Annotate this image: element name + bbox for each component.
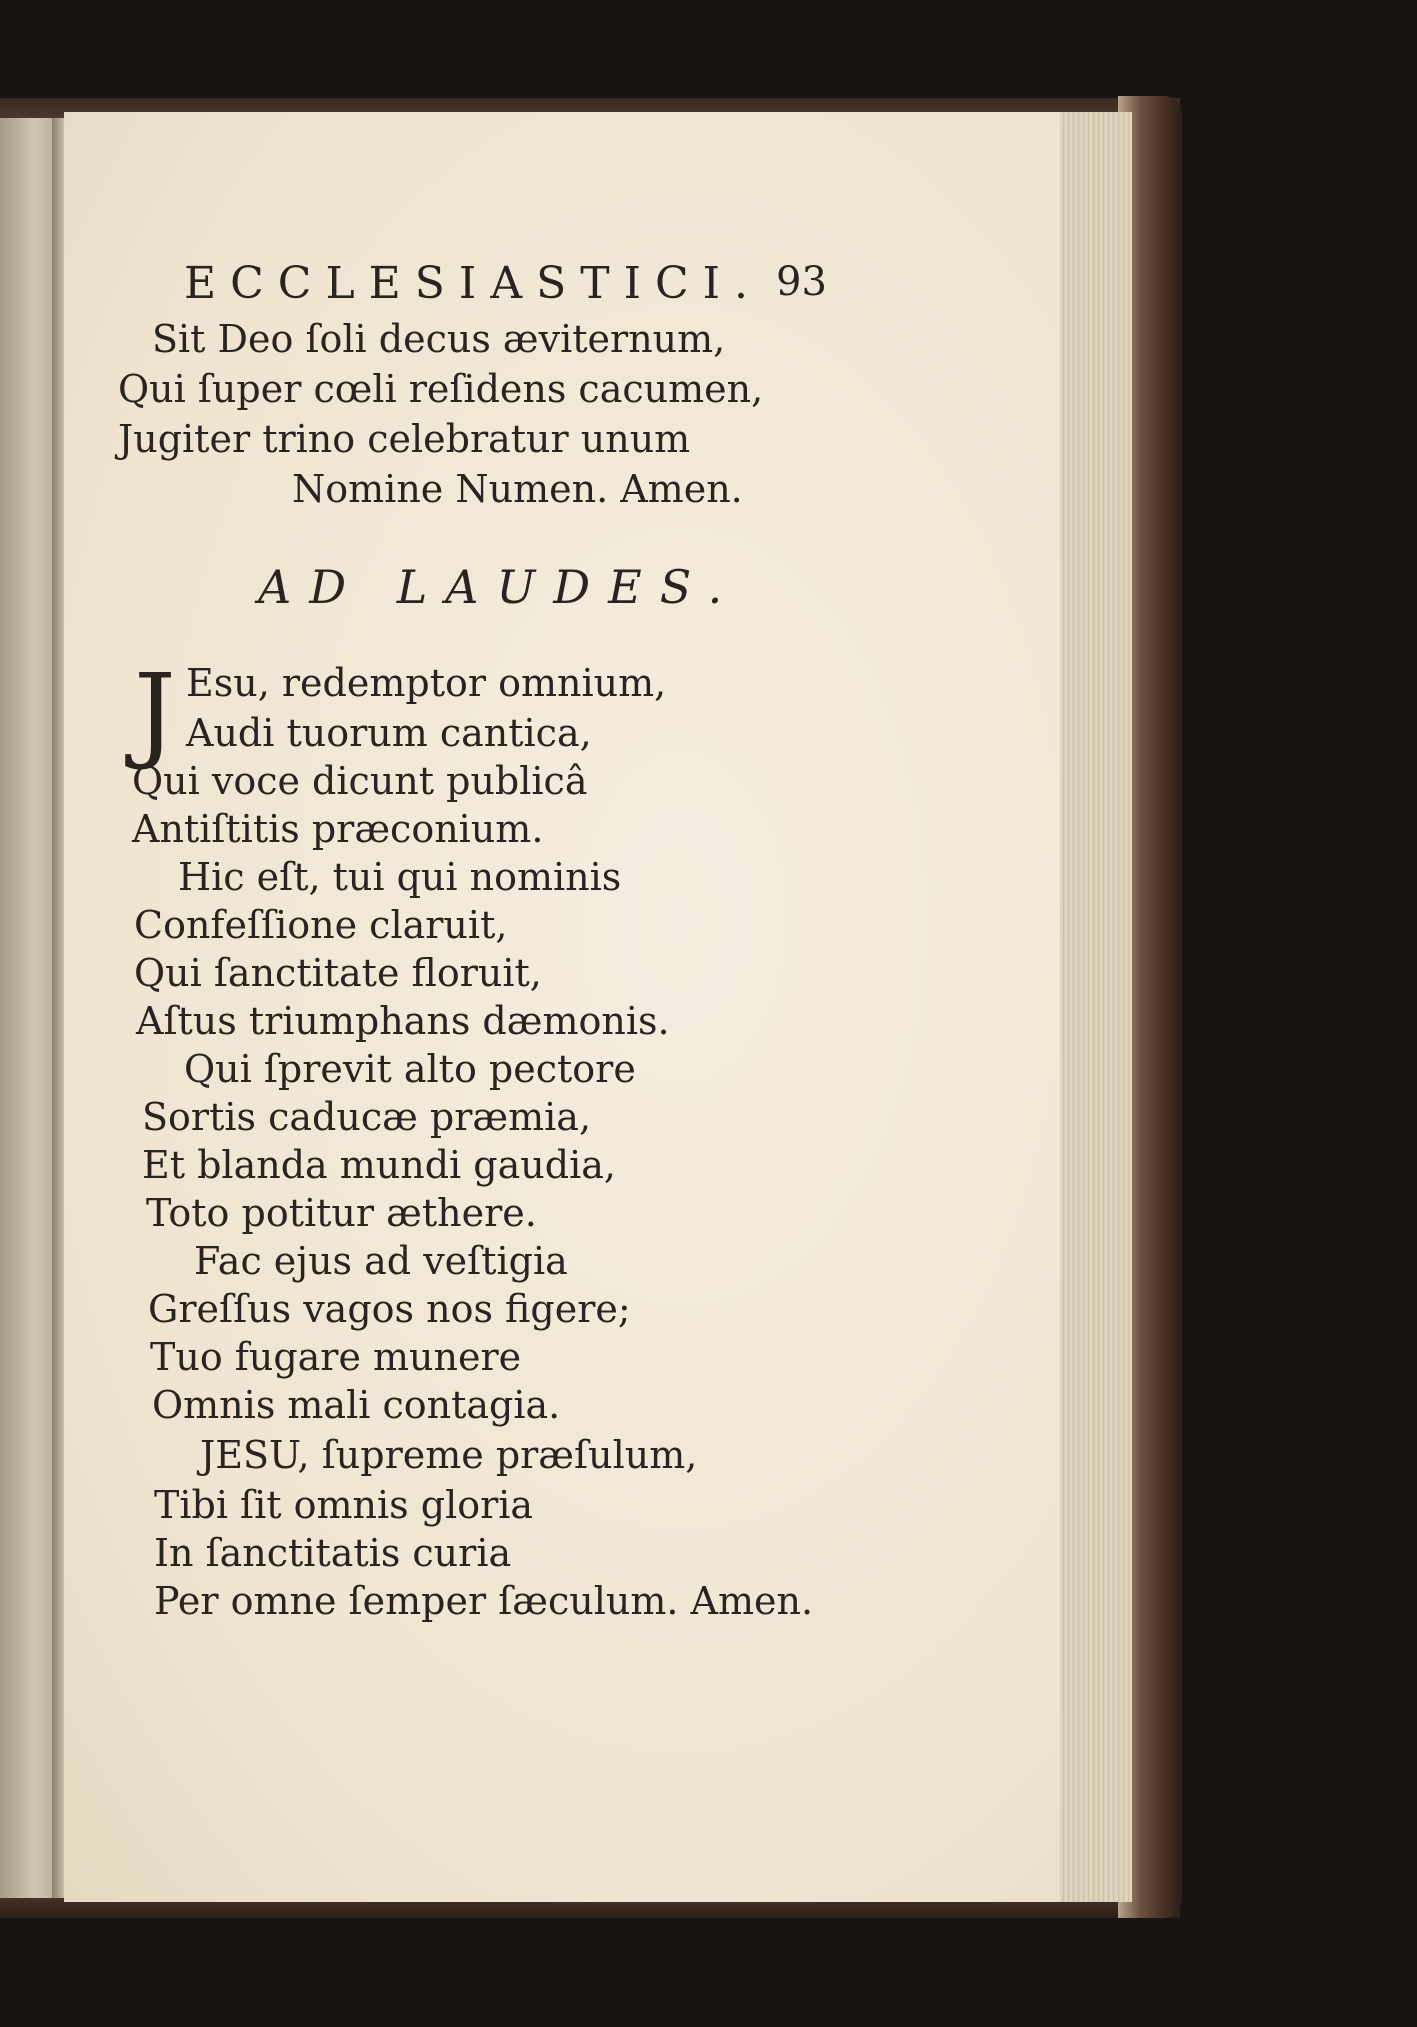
hymn-line: Tuo fugare munere xyxy=(150,1335,522,1379)
hymn-line: Fac ejus ad veſtigia xyxy=(194,1239,568,1283)
hymn-line: Aſtus triumphans dæmonis. xyxy=(136,999,670,1043)
stanza-line: Qui ſuper cœli reſidens cacumen, xyxy=(118,367,764,411)
hymn-line: Qui ſprevit alto pectore xyxy=(184,1047,636,1091)
hymn-line: JESU, ſupreme præſulum, xyxy=(200,1433,698,1477)
drop-cap: J xyxy=(134,651,176,773)
hymn-line: Confeſſione claruit, xyxy=(134,903,508,947)
hymn-line: Greſſus vagos nos figere; xyxy=(148,1287,631,1331)
stanza-line: Nomine Numen. Amen. xyxy=(292,467,743,511)
stanza-line: Sit Deo ſoli decus æviternum, xyxy=(152,317,726,361)
stanza-line: Jugiter trino celebratur unum xyxy=(118,417,691,461)
hymn-line: Qui voce dicunt publicâ xyxy=(132,759,588,803)
hymn-first-line: Esu, redemptor omnium, xyxy=(186,661,667,705)
page-edges xyxy=(1060,112,1132,1902)
running-title: ECCLESIASTICI. xyxy=(184,258,762,309)
left-page-edge xyxy=(0,118,58,1898)
hymn-line: Per omne ſemper ſæculum. Amen. xyxy=(154,1579,814,1623)
hymn-line: Antiſtitis præconium. xyxy=(132,807,544,851)
hymn-line: Audi tuorum cantica, xyxy=(186,711,592,755)
hymn-line: Hic eſt, tui qui nominis xyxy=(178,855,622,899)
hymn-line: Sortis caducæ præmia, xyxy=(142,1095,592,1139)
section-title: AD LAUDES. xyxy=(258,560,741,614)
hymn-line: Tibi ſit omnis gloria xyxy=(154,1483,534,1527)
hymn-line: Omnis mali contagia. xyxy=(152,1383,561,1427)
page-number: 93 xyxy=(776,259,827,305)
hymn-line: In ſanctitatis curia xyxy=(154,1531,512,1575)
hymn-line: Toto potitur æthere. xyxy=(146,1191,537,1235)
hymn-line: Et blanda mundi gaudia, xyxy=(142,1143,616,1187)
hymn-line: Qui ſanctitate floruit, xyxy=(134,951,542,995)
